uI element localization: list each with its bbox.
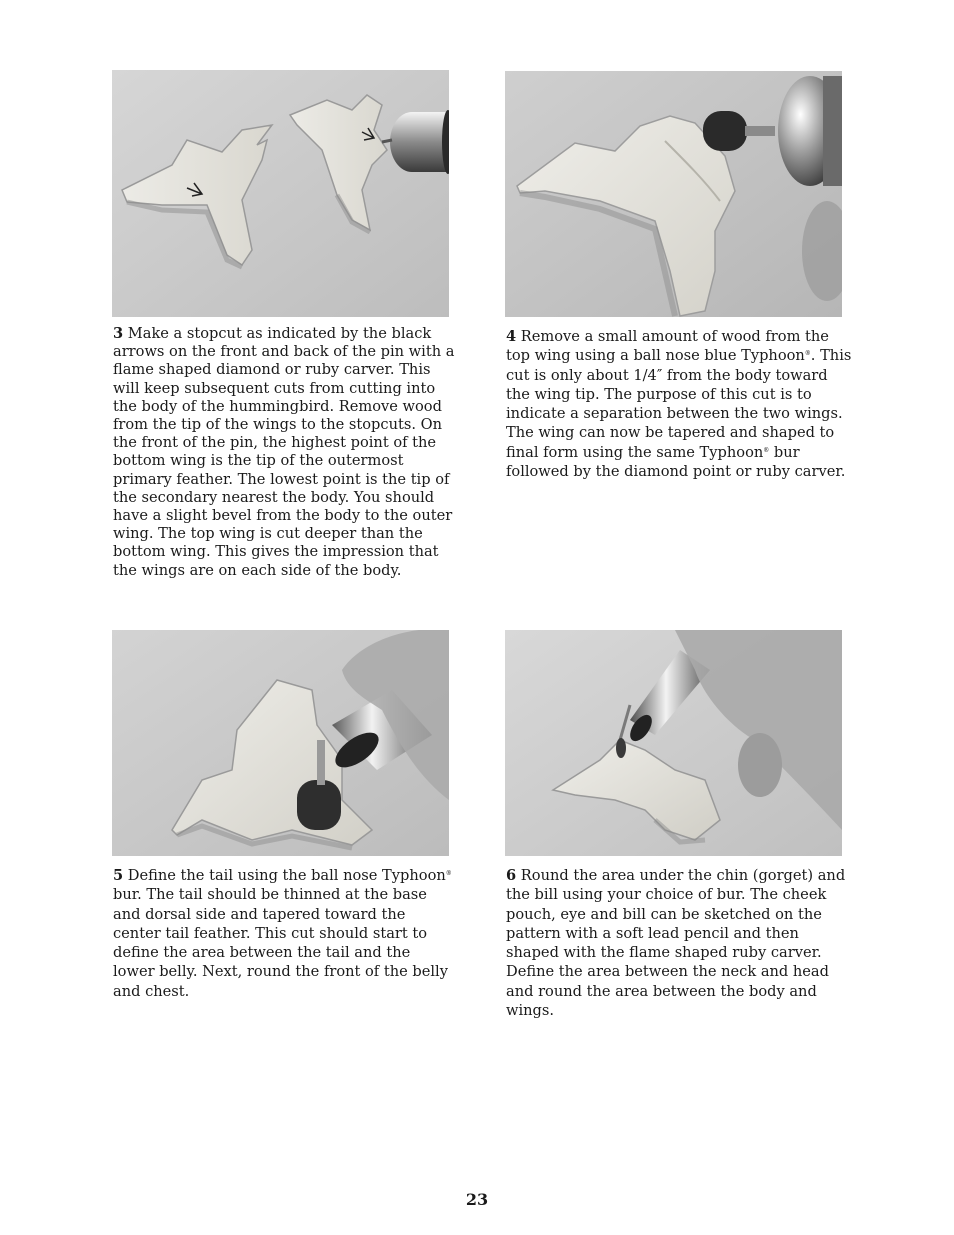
step-number: 6 bbox=[506, 867, 517, 884]
step-text: . This cut is only about 1/4″ from the body toward the wing tip. The purpose of this cut is to indicate a separation between the two wings. The wing can now be tapered and shaped to final form using the same Typhoon bbox=[506, 347, 852, 461]
photo-step-5-image bbox=[112, 630, 449, 856]
photo-step-6 bbox=[505, 630, 842, 856]
photo-step-5 bbox=[112, 630, 449, 856]
step-number: 4 bbox=[506, 328, 517, 345]
caption-step-6 bbox=[506, 866, 846, 1020]
caption-step-4 bbox=[506, 327, 856, 481]
step-text: Round the area under the chin (gorget) and the bill using your choice of bur. The cheek pouch, eye and bill can be sketched on the pattern with a soft lead pencil and then shaped with the flame shaped ruby carver. Define the area between the neck and head and round the area between the body and wings. bbox=[506, 867, 846, 1020]
caption-step-5 bbox=[113, 866, 453, 1001]
step-number: 5 bbox=[113, 867, 124, 884]
registered-mark: ® bbox=[804, 350, 811, 358]
photo-step-6-image bbox=[505, 630, 842, 856]
step-text: Make a stopcut as indicated by the black arrows on the front and back of the pin with a flame shaped diamond or ruby carver. This will keep subsequent cuts from cutting into the body of the hummingbird. Remove wood from the tip of the wings to the stopcuts. On the front of the pin, the highest point of the bottom wing is the tip of the outermost primary feather. The lowest point is the tip of the secondary nearest the body. You should have a slight bevel from the body to the outer wing. The top wing is cut deeper than the bottom wing. This gives the impression that the wings are on each side of the body. bbox=[113, 325, 455, 579]
photo-step-4-image bbox=[505, 71, 842, 317]
photo-step-4 bbox=[505, 71, 842, 317]
registered-mark: ® bbox=[763, 446, 770, 454]
page-number: 23 bbox=[465, 1190, 489, 1209]
registered-mark: ® bbox=[445, 870, 452, 877]
step-number: 3 bbox=[113, 325, 124, 342]
step-text: bur followed by the diamond point or ruby carver. bbox=[506, 443, 846, 481]
photo-step-3-image bbox=[112, 70, 449, 317]
step-text: Remove a small amount of wood from the top wing using a ball nose blue Typhoon bbox=[506, 328, 829, 365]
caption-step-3 bbox=[113, 325, 458, 580]
step-text: bur. The tail should be thinned at the base and dorsal side and tapered toward the center tail feather. This cut should start to define the area between the tail and the lower belly. Next, round the front of the belly and chest. bbox=[113, 886, 448, 1000]
photo-step-3 bbox=[112, 70, 449, 317]
step-text: Define the tail using the ball nose Typhoon bbox=[127, 867, 446, 884]
